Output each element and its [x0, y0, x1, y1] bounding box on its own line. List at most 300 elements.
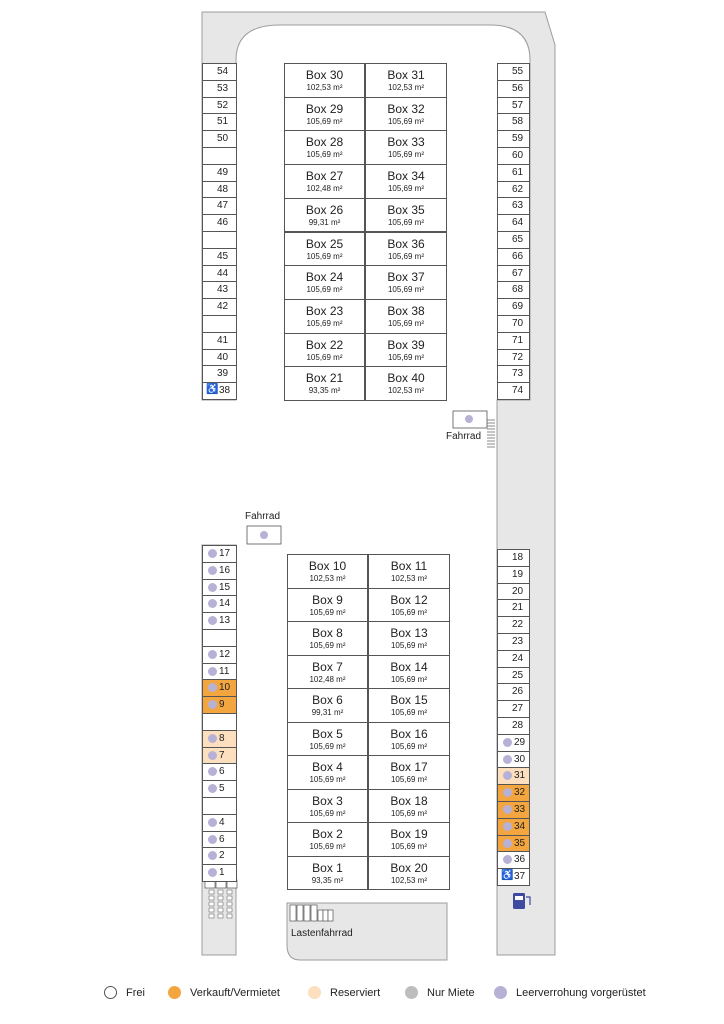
parking-space-number: 19 [512, 568, 524, 580]
parking-space-number: 15 [219, 581, 231, 593]
box-name: Box 11 [390, 559, 428, 573]
parking-space-52[interactable] [202, 97, 237, 115]
parking-space-number: 40 [217, 351, 229, 363]
garage-box[interactable] [284, 130, 365, 165]
charger-dot-icon [208, 667, 217, 676]
parking-space-15[interactable] [202, 579, 237, 597]
parking-space-51[interactable] [202, 113, 237, 131]
parking-space-number: 47 [217, 200, 229, 212]
charger-dot-icon [208, 868, 217, 877]
box-name: Box 36 [387, 236, 425, 251]
parking-space-62[interactable] [497, 181, 530, 199]
parking-space-number: 65 [512, 234, 524, 245]
parking-space-11[interactable] [202, 663, 237, 681]
box-name: Box 1 [312, 860, 343, 875]
box-area: 93,35 m² [311, 875, 344, 885]
parking-space-number: 29 [514, 736, 526, 748]
parking-space-1[interactable] [202, 864, 237, 882]
charger-dot-icon [208, 549, 217, 558]
garage-box[interactable] [284, 265, 365, 300]
parking-space-number: 54 [217, 66, 229, 77]
parking-gap [202, 713, 237, 731]
parking-space-39[interactable] [202, 365, 237, 383]
charger-dot-icon [208, 835, 217, 844]
parking-space-number: 21 [512, 602, 524, 614]
parking-space-50[interactable] [202, 130, 237, 148]
parking-space-number: 62 [512, 183, 524, 195]
parking-space-10[interactable] [202, 679, 237, 697]
parking-space-number: 45 [217, 250, 229, 262]
legend-label: Verkauft/Vermietet [190, 986, 280, 999]
box-area: 105,69 m² [309, 775, 346, 784]
parking-space-69[interactable] [497, 298, 530, 316]
parking-space-56[interactable] [497, 80, 530, 98]
parking-space-70[interactable] [497, 315, 530, 333]
wheelchair-icon: ♿ [206, 384, 219, 396]
garage-box[interactable] [365, 299, 447, 334]
parking-space-number: 55 [512, 66, 524, 77]
box-area: 105,69 m² [306, 318, 343, 328]
parking-gap [202, 629, 237, 647]
garage-box[interactable] [284, 97, 365, 132]
parking-space-46[interactable] [202, 214, 237, 232]
garage-box[interactable] [287, 755, 368, 790]
parking-space-number: 72 [512, 351, 524, 363]
parking-space-number: 38 [219, 385, 231, 397]
legend-swatch [308, 986, 321, 999]
garage-box[interactable] [365, 333, 447, 368]
parking-space-number: 68 [512, 284, 524, 296]
box-name: Box 28 [305, 135, 344, 150]
box-name: Box 5 [312, 726, 343, 741]
parking-space-38[interactable] [202, 382, 237, 400]
parking-gap [202, 315, 237, 333]
box-area: 105,69 m² [309, 808, 346, 818]
garage-box[interactable] [284, 232, 365, 267]
parking-space-27[interactable] [497, 700, 530, 718]
parking-space-number: 35 [514, 837, 526, 849]
garage-box[interactable] [284, 164, 365, 199]
parking-space-number: 46 [217, 217, 229, 229]
bike-parking-label-right: Fahrrad [446, 431, 482, 442]
parking-space-13[interactable] [202, 612, 237, 630]
charger-dot-icon [260, 531, 268, 539]
parking-space-18[interactable] [497, 549, 530, 567]
box-name: Box 12 [390, 592, 428, 607]
garage-box[interactable] [368, 755, 450, 790]
parking-space-42[interactable] [202, 298, 237, 316]
charger-dot-icon [208, 583, 217, 592]
parking-space-number: 49 [217, 166, 229, 178]
parking-space-number: 36 [514, 854, 526, 866]
parking-space-number: 67 [512, 267, 524, 279]
parking-space-6[interactable] [202, 831, 237, 849]
box-area: 102,53 m² [387, 386, 425, 396]
box-name: Box 39 [387, 337, 425, 352]
parking-space-number: 18 [512, 552, 524, 563]
garage-box[interactable] [287, 856, 368, 891]
charger-dot-icon [503, 805, 512, 814]
garage-box[interactable] [284, 366, 365, 401]
box-name: Box 34 [387, 169, 425, 184]
box-area: 105,69 m² [387, 285, 425, 295]
box-area: 102,53 m² [387, 83, 425, 92]
box-area: 105,69 m² [309, 607, 346, 617]
parking-gap [202, 797, 237, 815]
wheelchair-icon: ♿ [501, 870, 514, 882]
legend-label: Reserviert [330, 986, 381, 999]
charger-dot-icon [208, 734, 217, 743]
box-name: Box 15 [390, 693, 428, 707]
garage-box[interactable] [368, 621, 450, 656]
box-area: 105,69 m² [387, 318, 425, 328]
parking-space-number: 42 [217, 301, 229, 313]
parking-space-number: 50 [217, 133, 229, 145]
parking-space-64[interactable] [497, 214, 530, 232]
bike-parking-label-left: Fahrrad [245, 511, 281, 522]
box-name: Box 29 [305, 101, 344, 116]
parking-space-34[interactable] [497, 818, 530, 836]
parking-space-59[interactable] [497, 130, 530, 148]
garage-box[interactable] [284, 333, 365, 368]
parking-space-57[interactable] [497, 97, 530, 115]
charger-dot-icon [208, 683, 217, 692]
parking-space-number: 9 [219, 699, 225, 711]
garage-box[interactable] [365, 366, 447, 401]
garage-box[interactable] [287, 655, 368, 690]
garage-box[interactable] [368, 554, 450, 589]
box-area: 99,31 m² [311, 708, 344, 717]
parking-space-58[interactable] [497, 113, 530, 131]
parking-space-number: 60 [512, 150, 524, 161]
parking-space-number: 10 [219, 682, 231, 694]
parking-space-31[interactable] [497, 767, 530, 785]
charger-dot-icon [208, 566, 217, 575]
parking-space-number: 39 [217, 368, 229, 380]
box-name: Box 40 [387, 371, 425, 386]
box-area: 99,31 m² [308, 217, 341, 227]
box-name: Box 6 [312, 693, 343, 707]
parking-space-68[interactable] [497, 281, 530, 299]
parking-space-22[interactable] [497, 616, 530, 634]
box-area: 105,69 m² [387, 184, 425, 194]
parking-space-number: 7 [219, 749, 225, 761]
parking-space-20[interactable] [497, 583, 530, 601]
garage-box[interactable] [368, 789, 450, 824]
box-name: Box 25 [305, 236, 344, 251]
garage-box[interactable] [287, 554, 368, 589]
parking-space-54[interactable] [202, 63, 237, 81]
box-area: 102,53 m² [309, 574, 346, 583]
parking-space-37[interactable] [497, 868, 530, 886]
box-area: 93,35 m² [308, 386, 341, 396]
box-area: 105,69 m² [390, 741, 428, 751]
garage-box[interactable] [284, 299, 365, 334]
box-name: Box 4 [312, 760, 343, 774]
charger-dot-icon [208, 818, 217, 827]
garage-box[interactable] [368, 588, 450, 623]
box-name: Box 7 [312, 659, 343, 674]
parking-space-number: 71 [512, 334, 524, 346]
parking-space-41[interactable] [202, 332, 237, 350]
legend-swatch [104, 986, 117, 999]
box-name: Box 9 [312, 592, 343, 607]
box-area: 105,69 m² [390, 775, 428, 784]
box-area: 105,69 m² [387, 116, 425, 126]
garage-box[interactable] [284, 63, 365, 98]
box-name: Box 35 [387, 202, 425, 217]
parking-space-number: 33 [514, 804, 526, 815]
box-area: 105,69 m² [387, 217, 425, 227]
garage-box[interactable] [368, 722, 450, 757]
parking-space-60[interactable] [497, 147, 530, 165]
box-name: Box 16 [390, 726, 428, 741]
charger-dot-icon [208, 751, 217, 760]
box-area: 105,69 m² [390, 641, 428, 650]
parking-space-21[interactable] [497, 599, 530, 617]
garage-box[interactable] [368, 655, 450, 690]
garage-box[interactable] [368, 688, 450, 723]
garage-box[interactable] [365, 164, 447, 199]
cargo-bike-label: Lastenfahrrad [291, 928, 353, 939]
box-area: 105,69 m² [306, 116, 343, 126]
parking-space-14[interactable] [202, 595, 237, 613]
parking-space-number: 69 [512, 301, 524, 313]
box-area: 102,53 m² [306, 83, 343, 92]
parking-space-number: 51 [217, 116, 229, 128]
parking-space-number: 57 [512, 99, 524, 111]
box-name: Box 3 [312, 793, 343, 808]
parking-space-number: 59 [512, 133, 524, 145]
garage-box[interactable] [368, 822, 450, 857]
garage-box[interactable] [287, 722, 368, 757]
box-area: 105,69 m² [309, 741, 346, 751]
charger-dot-icon [208, 784, 217, 793]
parking-space-55[interactable] [497, 63, 530, 81]
parking-space-53[interactable] [202, 80, 237, 98]
garage-box[interactable] [365, 97, 447, 132]
parking-space-number: 25 [512, 669, 524, 681]
legend-swatch [168, 986, 181, 999]
parking-space-36[interactable] [497, 851, 530, 869]
parking-space-number: 61 [512, 166, 524, 178]
garage-box[interactable] [368, 856, 450, 891]
parking-space-40[interactable] [202, 349, 237, 367]
box-name: Box 37 [387, 270, 425, 285]
garage-box[interactable] [284, 198, 365, 233]
stairs-icon [487, 420, 495, 447]
parking-space-32[interactable] [497, 784, 530, 802]
parking-space-number: 66 [512, 250, 524, 262]
box-name: Box 2 [312, 827, 343, 841]
box-area: 102,48 m² [309, 674, 346, 684]
parking-space-12[interactable] [202, 646, 237, 664]
garage-box[interactable] [365, 63, 447, 98]
parking-space-74[interactable] [497, 382, 530, 400]
parking-space-5[interactable] [202, 780, 237, 798]
garage-box[interactable] [287, 621, 368, 656]
box-area: 102,53 m² [390, 875, 428, 885]
parking-space-67[interactable] [497, 265, 530, 283]
legend-label: Nur Miete [427, 986, 475, 999]
legend-item-rent-only [405, 986, 475, 999]
parking-space-number: 23 [512, 636, 524, 647]
garage-box[interactable] [365, 232, 447, 267]
parking-space-7[interactable] [202, 747, 237, 765]
parking-space-number: 16 [219, 564, 231, 576]
parking-space-number: 32 [514, 787, 526, 799]
box-area: 105,69 m² [390, 708, 428, 717]
box-name: Box 23 [305, 303, 344, 318]
parking-space-number: 6 [219, 833, 225, 845]
parking-space-number: 6 [219, 766, 225, 778]
charger-dot-icon [208, 616, 217, 625]
parking-space-number: 12 [219, 648, 231, 660]
parking-space-number: 26 [512, 686, 524, 698]
box-name: Box 27 [305, 169, 344, 184]
parking-space-number: 43 [217, 284, 229, 296]
box-area: 105,69 m² [387, 251, 425, 261]
parking-gap [202, 147, 237, 165]
charger-dot-icon [465, 415, 473, 423]
parking-space-24[interactable] [497, 650, 530, 668]
parking-space-61[interactable] [497, 164, 530, 182]
parking-space-4[interactable] [202, 814, 237, 832]
parking-space-19[interactable] [497, 566, 530, 584]
parking-space-35[interactable] [497, 835, 530, 853]
box-area: 105,69 m² [390, 674, 428, 684]
parking-space-number: 22 [512, 619, 524, 631]
parking-space-number: 14 [219, 598, 231, 610]
parking-space-44[interactable] [202, 265, 237, 283]
parking-space-number: 28 [512, 720, 524, 731]
charger-dot-icon [503, 839, 512, 848]
garage-box[interactable] [287, 588, 368, 623]
box-area: 105,69 m² [309, 842, 346, 851]
parking-space-63[interactable] [497, 197, 530, 215]
parking-space-9[interactable] [202, 696, 237, 714]
box-area: 105,69 m² [387, 150, 425, 160]
parking-space-33[interactable] [497, 801, 530, 819]
parking-space-number: 64 [512, 217, 524, 229]
parking-space-8[interactable] [202, 730, 237, 748]
charger-dot-icon [503, 855, 512, 864]
parking-gap [202, 231, 237, 249]
legend-swatch [405, 986, 418, 999]
parking-space-29[interactable] [497, 734, 530, 752]
parking-space-number: 63 [512, 200, 524, 212]
box-area: 105,69 m² [390, 607, 428, 617]
box-area: 102,48 m² [306, 184, 343, 194]
parking-space-number: 34 [514, 820, 526, 832]
charger-dot-icon [503, 822, 512, 831]
box-name: Box 26 [305, 202, 344, 217]
garage-box[interactable] [365, 198, 447, 233]
parking-space-number: 74 [512, 385, 524, 397]
parking-space-number: 70 [512, 318, 524, 329]
box-name: Box 31 [387, 68, 425, 82]
box-name: Box 30 [305, 68, 344, 82]
parking-space-47[interactable] [202, 197, 237, 215]
garage-box[interactable] [365, 130, 447, 165]
legend-swatch [494, 986, 507, 999]
parking-space-43[interactable] [202, 281, 237, 299]
parking-space-number: 30 [514, 753, 526, 765]
garage-box[interactable] [287, 688, 368, 723]
parking-space-number: 52 [217, 99, 229, 111]
garage-box[interactable] [287, 789, 368, 824]
box-name: Box 13 [390, 626, 428, 640]
parking-space-number: 5 [219, 783, 225, 795]
parking-space-23[interactable] [497, 633, 530, 651]
parking-space-2[interactable] [202, 847, 237, 865]
parking-space-71[interactable] [497, 332, 530, 350]
parking-space-number: 41 [217, 334, 229, 346]
legend-item-reserved [308, 986, 380, 999]
parking-space-49[interactable] [202, 164, 237, 182]
charger-dot-icon [208, 767, 217, 776]
parking-space-73[interactable] [497, 365, 530, 383]
parking-space-26[interactable] [497, 683, 530, 701]
legend-label: Frei [126, 986, 145, 999]
parking-space-16[interactable] [202, 562, 237, 580]
charger-dot-icon [503, 738, 512, 747]
legend-item-frei [104, 986, 145, 999]
legend-item-charger-ready [494, 986, 646, 999]
garage-box[interactable] [287, 822, 368, 857]
charger-dot-icon [503, 788, 512, 797]
charger-dot-icon [208, 599, 217, 608]
box-name: Box 22 [305, 337, 344, 352]
charger-dot-icon [208, 700, 217, 709]
parking-space-6[interactable] [202, 763, 237, 781]
parking-space-17[interactable] [202, 545, 237, 563]
parking-space-number: 73 [512, 368, 524, 380]
parking-space-number: 58 [512, 116, 524, 128]
parking-space-number: 37 [514, 871, 526, 883]
box-area: 102,53 m² [390, 574, 428, 583]
parking-space-number: 1 [219, 867, 225, 879]
parking-space-number: 4 [219, 816, 225, 828]
box-name: Box 24 [305, 270, 344, 285]
box-area: 105,69 m² [306, 352, 343, 362]
box-name: Box 8 [312, 626, 343, 640]
legend [0, 986, 724, 1006]
box-name: Box 32 [387, 101, 425, 116]
parking-space-number: 20 [512, 585, 524, 597]
parking-space-number: 31 [514, 770, 526, 782]
parking-space-number: 11 [219, 665, 230, 677]
box-area: 105,69 m² [306, 251, 343, 261]
box-area: 105,69 m² [387, 352, 425, 362]
box-name: Box 38 [387, 303, 425, 318]
parking-space-66[interactable] [497, 248, 530, 266]
parking-space-72[interactable] [497, 349, 530, 367]
parking-space-45[interactable] [202, 248, 237, 266]
charger-dot-icon [208, 851, 217, 860]
parking-space-48[interactable] [202, 181, 237, 199]
parking-space-number: 13 [219, 615, 231, 627]
parking-space-28[interactable] [497, 717, 530, 735]
parking-space-number: 56 [512, 82, 524, 94]
garage-box[interactable] [365, 265, 447, 300]
parking-space-number: 17 [219, 548, 231, 559]
box-area: 105,69 m² [390, 842, 428, 851]
parking-space-30[interactable] [497, 751, 530, 769]
box-area: 105,69 m² [309, 641, 346, 650]
parking-space-25[interactable] [497, 667, 530, 685]
parking-space-65[interactable] [497, 231, 530, 249]
